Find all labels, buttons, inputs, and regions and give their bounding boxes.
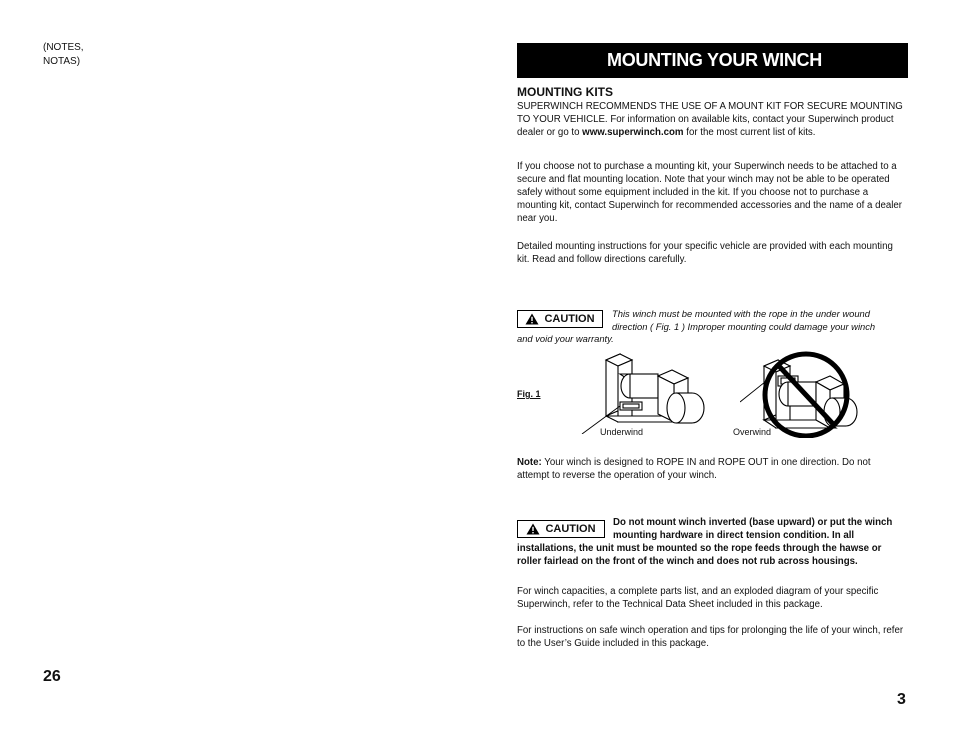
caution-text: Do not mount winch inverted (base upward) or put the winch mounting hardware in direct tension condition. In all xyxy=(613,517,893,541)
caution-label: CAUTION xyxy=(545,523,596,535)
website-link[interactable]: www.superwinch.com xyxy=(582,127,684,138)
paragraph-users-guide: For instructions on safe winch operation and tips for prolonging the life of your winch, refer to the User’s Guide included in this package. xyxy=(517,625,904,649)
left-page-number: 26 xyxy=(43,668,61,685)
caution-text-tail: and void your warranty. xyxy=(517,333,614,344)
note-paragraph xyxy=(517,456,902,482)
section-title: MOUNTING KITS xyxy=(517,85,613,99)
caution-text-tail: installations, the unit must be mounted so the rope feeds through the hawse or roller fairlead on the front of the winch and does not rub across housings. xyxy=(517,543,882,567)
note-text: Your winch is designed to ROPE IN and ROPE OUT in one direction. Do not attempt to reverse the operation of your winch. xyxy=(517,457,871,481)
caution-text: This winch must be mounted with the rope in the under wound direction ( Fig. 1 ) Improper mounting could damage your winch xyxy=(612,308,876,332)
figure-label: Fig. 1 xyxy=(517,389,541,399)
note-label: Note: xyxy=(517,457,542,468)
underwind-winch-illustration xyxy=(580,352,710,434)
caution-label: CAUTION xyxy=(544,313,595,325)
page-title: MOUNTING YOUR WINCH xyxy=(607,50,822,70)
overwind-label: Overwind xyxy=(733,427,772,437)
caution-badge xyxy=(517,520,605,538)
warning-triangle-icon xyxy=(526,523,540,535)
paragraph-text: SUPERWINCH RECOMMENDS THE USE OF A MOUNT KIT FOR SECURE MOUNTING TO YOUR VEHICLE. For information on available kits, contact your Superwinch product dealer or go to xyxy=(517,101,903,138)
paragraph-data-sheet: For winch capacities, a complete parts list, and an exploded diagram of your specific Superwinch, refer to the Technical Data Sheet included in this package. xyxy=(517,586,879,610)
notes-label: (NOTES, NOTAS) xyxy=(43,42,84,67)
paragraph-instructions: Detailed mounting instructions for your specific vehicle are provided with each mounting kit. Read and follow directions carefully. xyxy=(517,241,893,265)
underwind-label: Underwind xyxy=(600,427,644,437)
page-header xyxy=(517,43,908,78)
paragraph-mount-kits xyxy=(517,100,907,139)
warning-triangle-icon xyxy=(525,313,539,325)
right-page-number: 3 xyxy=(897,691,906,708)
paragraph-no-kit: If you choose not to purchase a mounting kit, your Superwinch needs to be attached to a secure and flat mounting location. Note that your winch may not be able to be operated safely without some equipment included in the kit. If you choose not to purchase a mounting kit, contact Superwinch for recommended accessories and the name of a dealer near you. xyxy=(517,161,903,224)
caution-badge xyxy=(517,310,603,328)
paragraph-text: for the most current list of kits. xyxy=(683,127,816,138)
overwind-winch-illustration xyxy=(740,348,858,438)
